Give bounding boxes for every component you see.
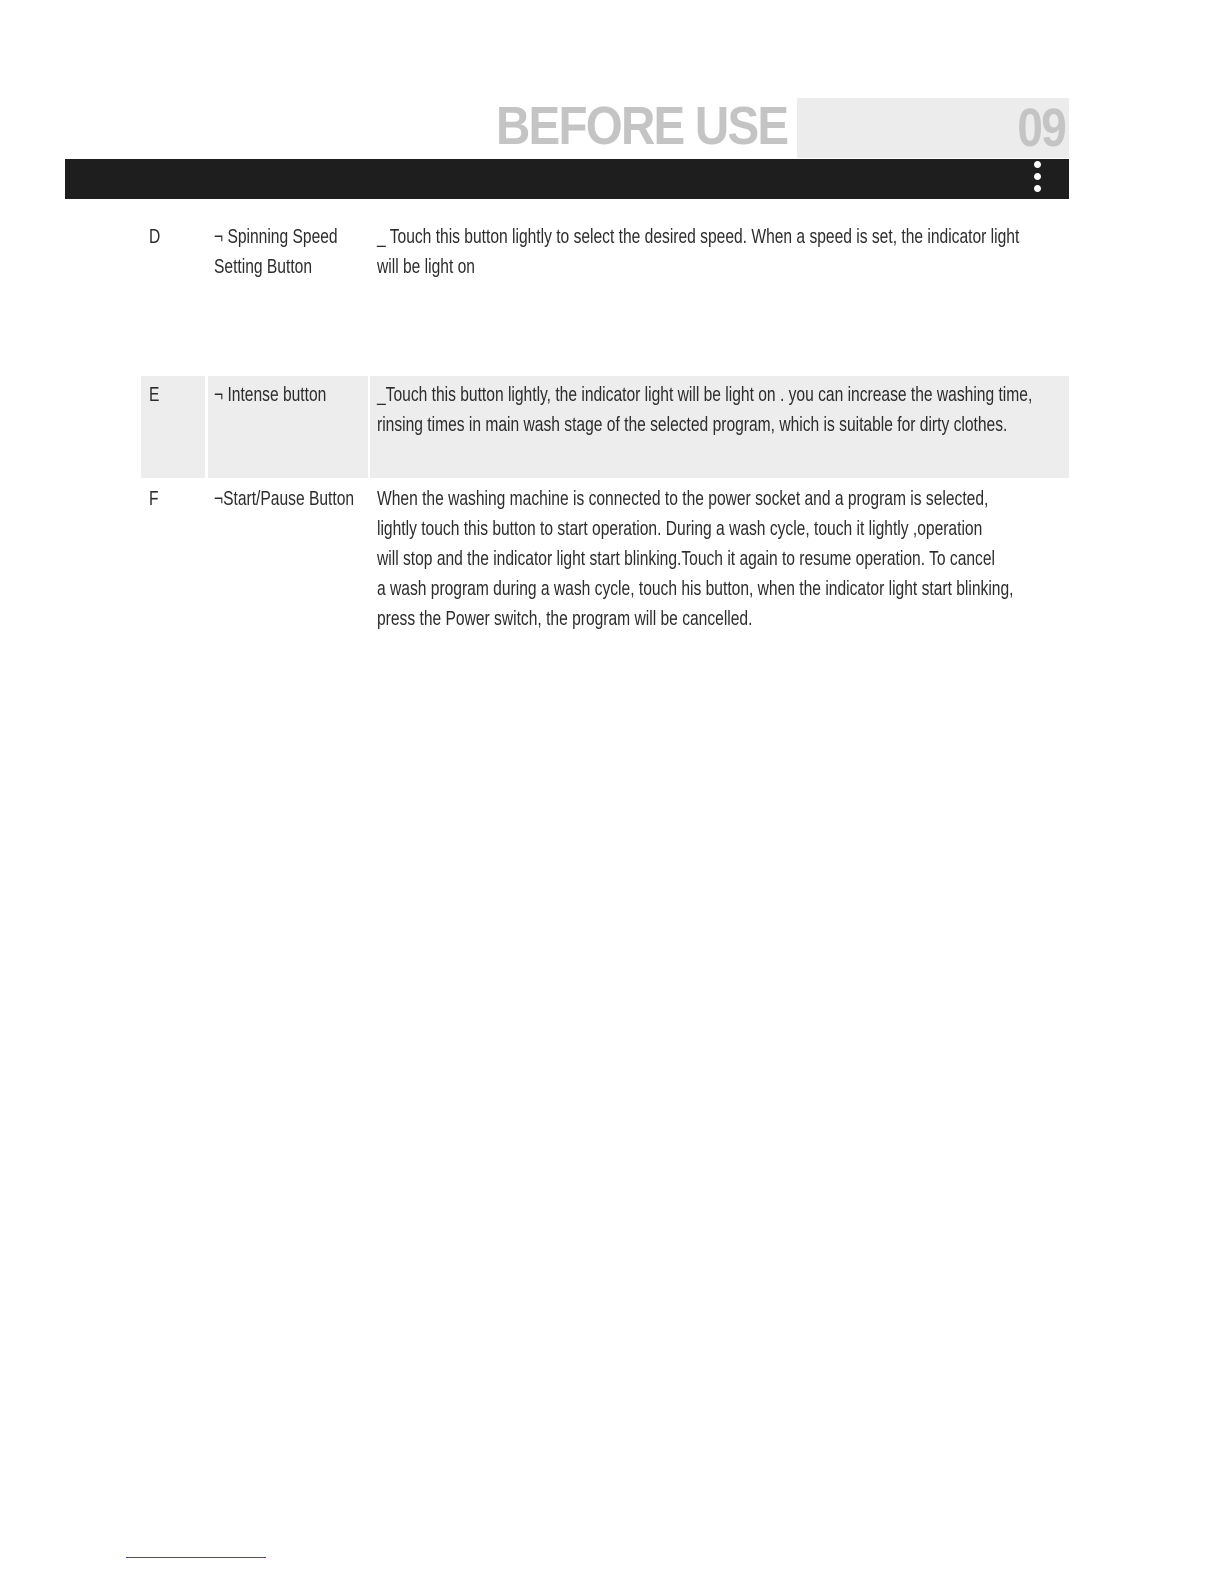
button-description: When the washing machine is connected to the power socket and a program is selected, lightly touch this button to start operation. During a wash cycle, touch it lightly ,operation will stop and the indicator light start blinking.Touch it again to resume operation. To cancel a wash program during a wash cycle, touch his button, when the indicator light start blinking, press the Power switch, the program will be cancelled.: [377, 488, 1014, 630]
button-description: _ Touch this button lightly to select the desired speed. When a speed is set, the indicator light will be light on: [377, 226, 1020, 278]
footnote-rule: [126, 1557, 266, 1558]
row-letter: F: [149, 488, 159, 510]
row-letter: E: [141, 376, 205, 478]
page-number: 09: [1017, 98, 1065, 158]
row-letter: D: [149, 226, 161, 248]
button-name: ¬ Intense button: [208, 376, 368, 478]
table-row: [141, 222, 1069, 372]
table-row: [141, 376, 1069, 478]
page-title: BEFORE USE: [496, 96, 788, 156]
section-header-bar: [65, 159, 1069, 199]
table-row: [141, 482, 1069, 642]
page-number-tab: [797, 98, 1069, 158]
button-name: ¬Start/Pause Button: [214, 488, 355, 510]
button-name: ¬ Spinning Speed Setting Button: [214, 226, 338, 278]
button-description: _Touch this button lightly, the indicator light will be light on . you can increase the washing time, rinsing times in main wash stage of the selected program, which is suitable for dirty clothes.: [370, 376, 1069, 478]
dots-decoration-icon: [1034, 161, 1042, 197]
